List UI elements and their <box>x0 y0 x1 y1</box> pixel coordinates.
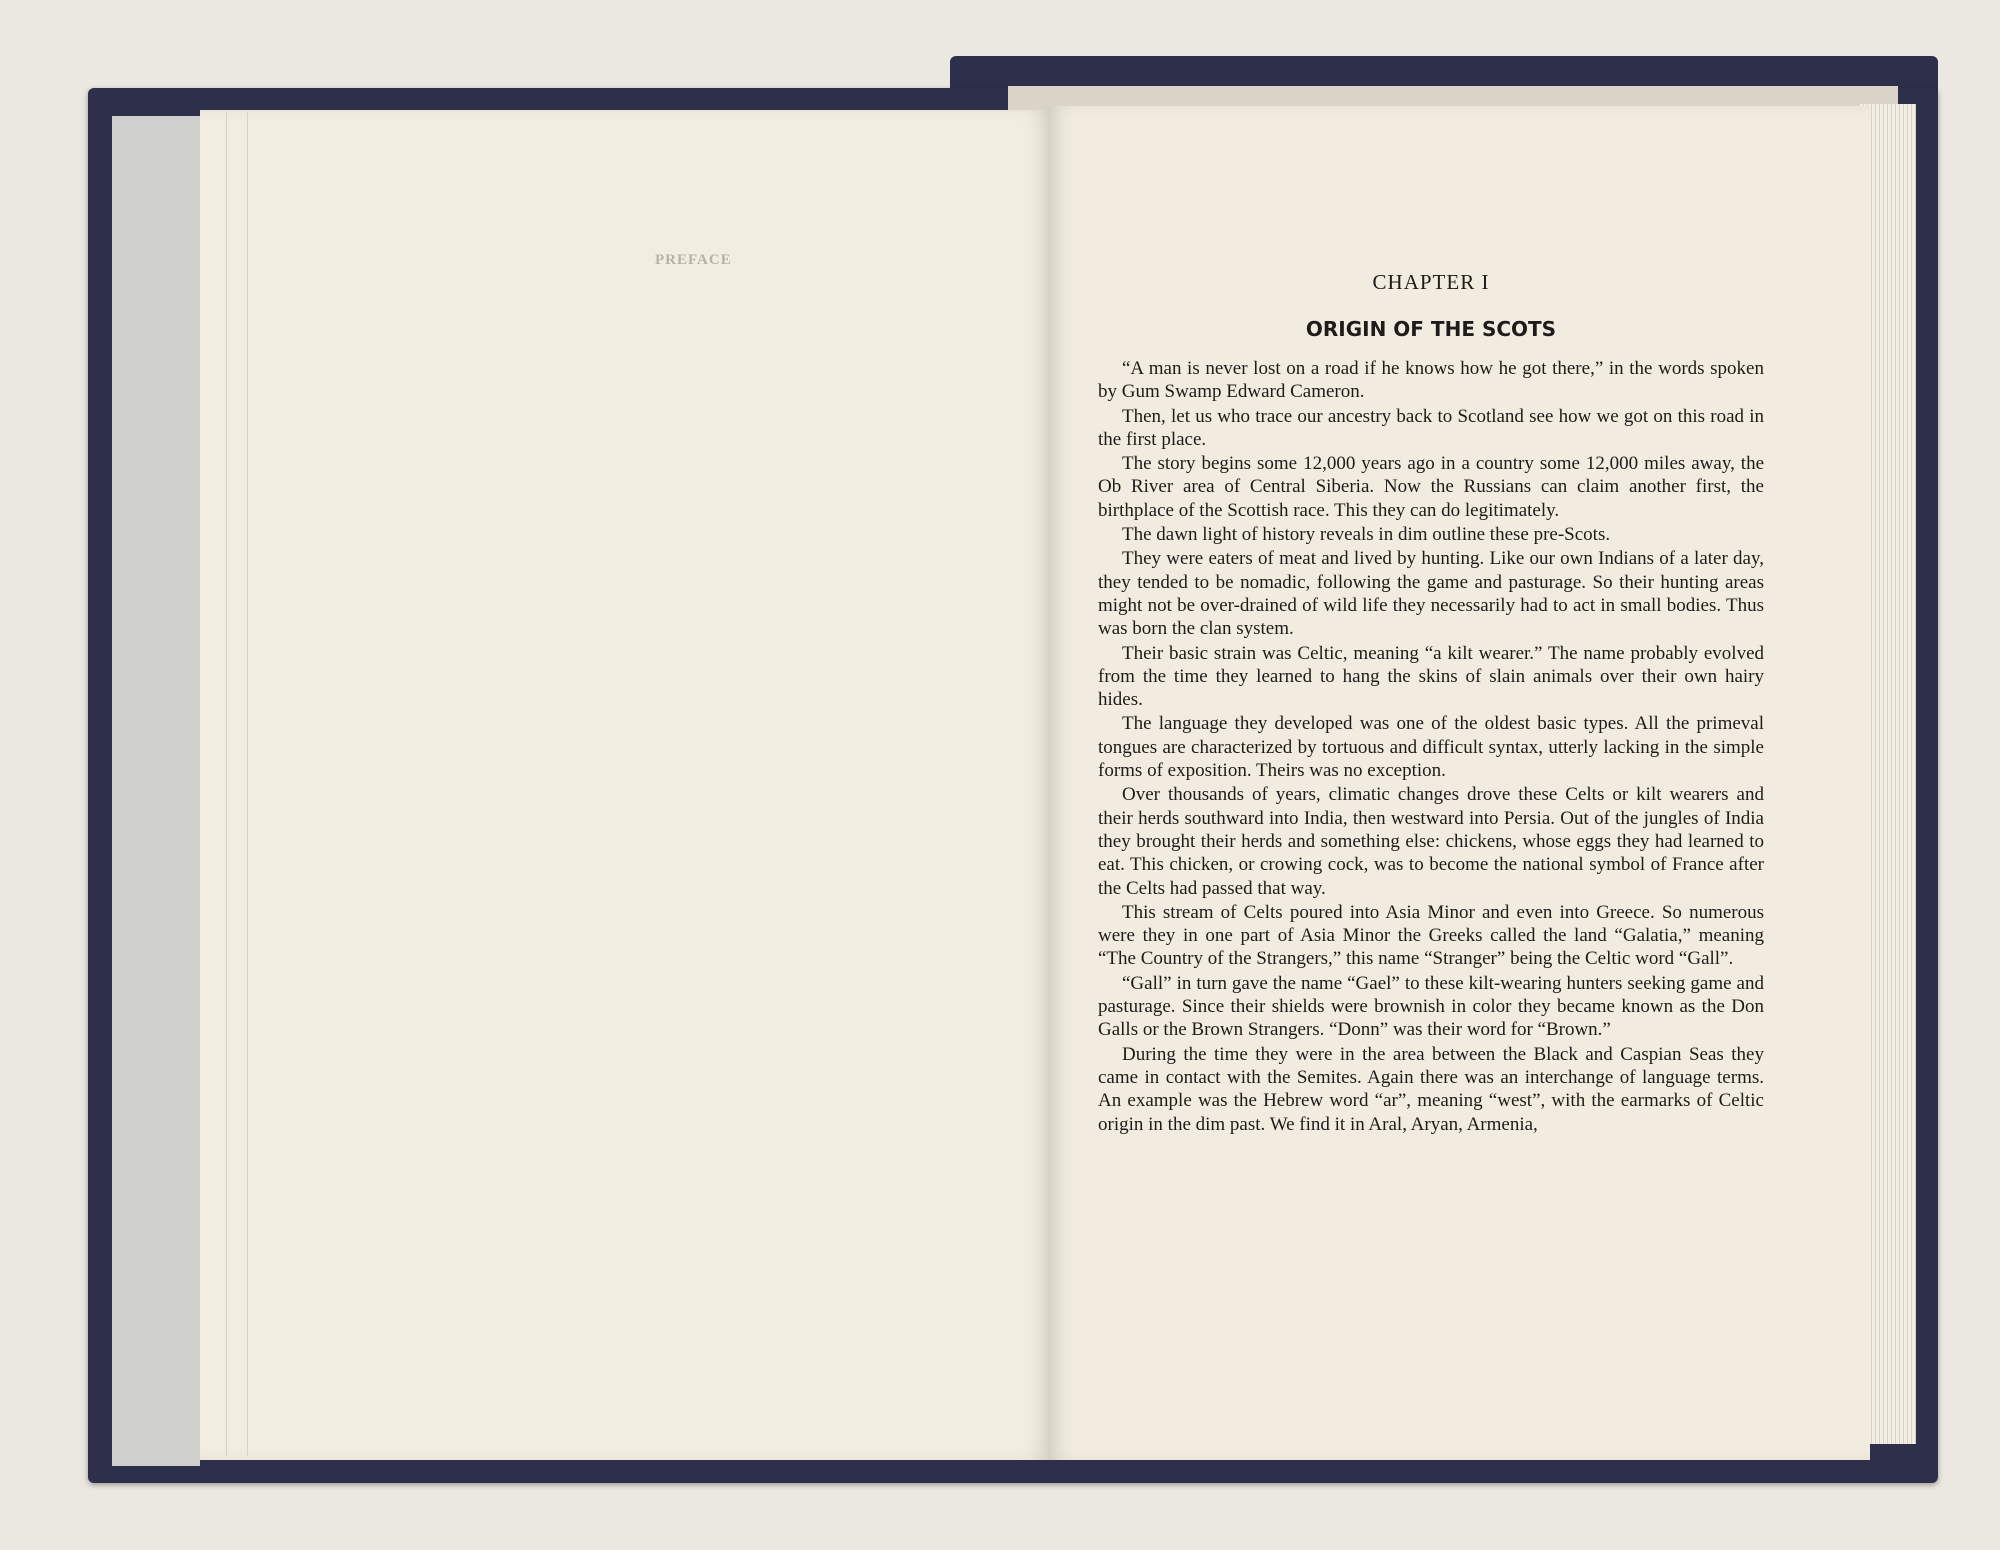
bleed-through-heading: PREFACE <box>655 252 732 268</box>
chapter-label: CHAPTER I <box>1372 270 1490 294</box>
paragraph: The language they developed was one of the oldest basic types. All the primeval tongues are characterized by tortuous and difficult syntax, utterly lacking in the simple forms of exposition. Theirs was no exception. <box>1098 713 1764 782</box>
paragraph: The story begins some 12,000 years ago in a country some 12,000 miles away, the Ob River area of Central Siberia. Now the Russians can claim another first, the birthplace of the Scottish race. This they can do legitimately. <box>1098 453 1764 521</box>
paragraph: Then, let us who trace our ancestry back to Scotland see how we got on this road in the first place. <box>1098 405 1764 450</box>
paragraph: “A man is never lost on a road if he knows how he got there,” in the words spoken by Gum Swamp Edward Cameron. <box>1098 358 1764 403</box>
left-page <box>200 110 1052 1460</box>
paragraph: This stream of Celts poured into Asia Minor and even into Greece. So numerous were they in one part of Asia Minor the Greeks called the land “Galatia,” meaning “The Country of the Strangers,” this name “Stranger” being the Celtic word “Gall”. <box>1098 901 1764 970</box>
paragraph: During the time they were in the area between the Black and Caspian Seas they came in contact with the Semites. Again there was an interchange of language terms. An example was the Hebrew word “ar”, meaning “west”, with the earmarks of Celtic origin in the dim past. We find it in Aral, Aryan, Armenia, <box>1098 1043 1764 1135</box>
endpaper-strip <box>112 116 200 1466</box>
paragraph: Their basic strain was Celtic, meaning “a kilt wearer.” The name probably evolved from the time they learned to hang the skins of slain animals over their own hairy hides. <box>1098 642 1764 711</box>
paragraph: “Gall” in turn gave the name “Gael” to these kilt-wearing hunters seeking game and pasturage. Since their shields were brownish in color they became known as the Don Galls or the Brown Strangers. “Donn” was their word for “Brown.” <box>1098 972 1764 1041</box>
paragraph: Over thousands of years, climatic changes drove these Celts or kilt wearers and their herds southward into India, then westward into Persia. Out of the jungles of India they brought their herds and something else: chickens, whose eggs they had learned to eat. This chicken, or crowing cock, was to become the national symbol of France after the Celts had passed that way. <box>1098 784 1764 899</box>
paragraph: They were eaters of meat and lived by hunting. Like our own Indians of a later day, they tended to be nomadic, following the game and pasturage. So their hunting areas might not be over-drained of wild life they necessarily had to act in small bodies. Thus was born the clan system. <box>1098 548 1764 640</box>
chapter-title: ORIGIN OF THE SCOTS <box>1305 317 1557 341</box>
chapter-text-block <box>1098 270 1764 1137</box>
paragraph: The dawn light of history reveals in dim outline these pre-Scots. <box>1122 524 1611 546</box>
left-page-edges <box>226 112 248 1456</box>
